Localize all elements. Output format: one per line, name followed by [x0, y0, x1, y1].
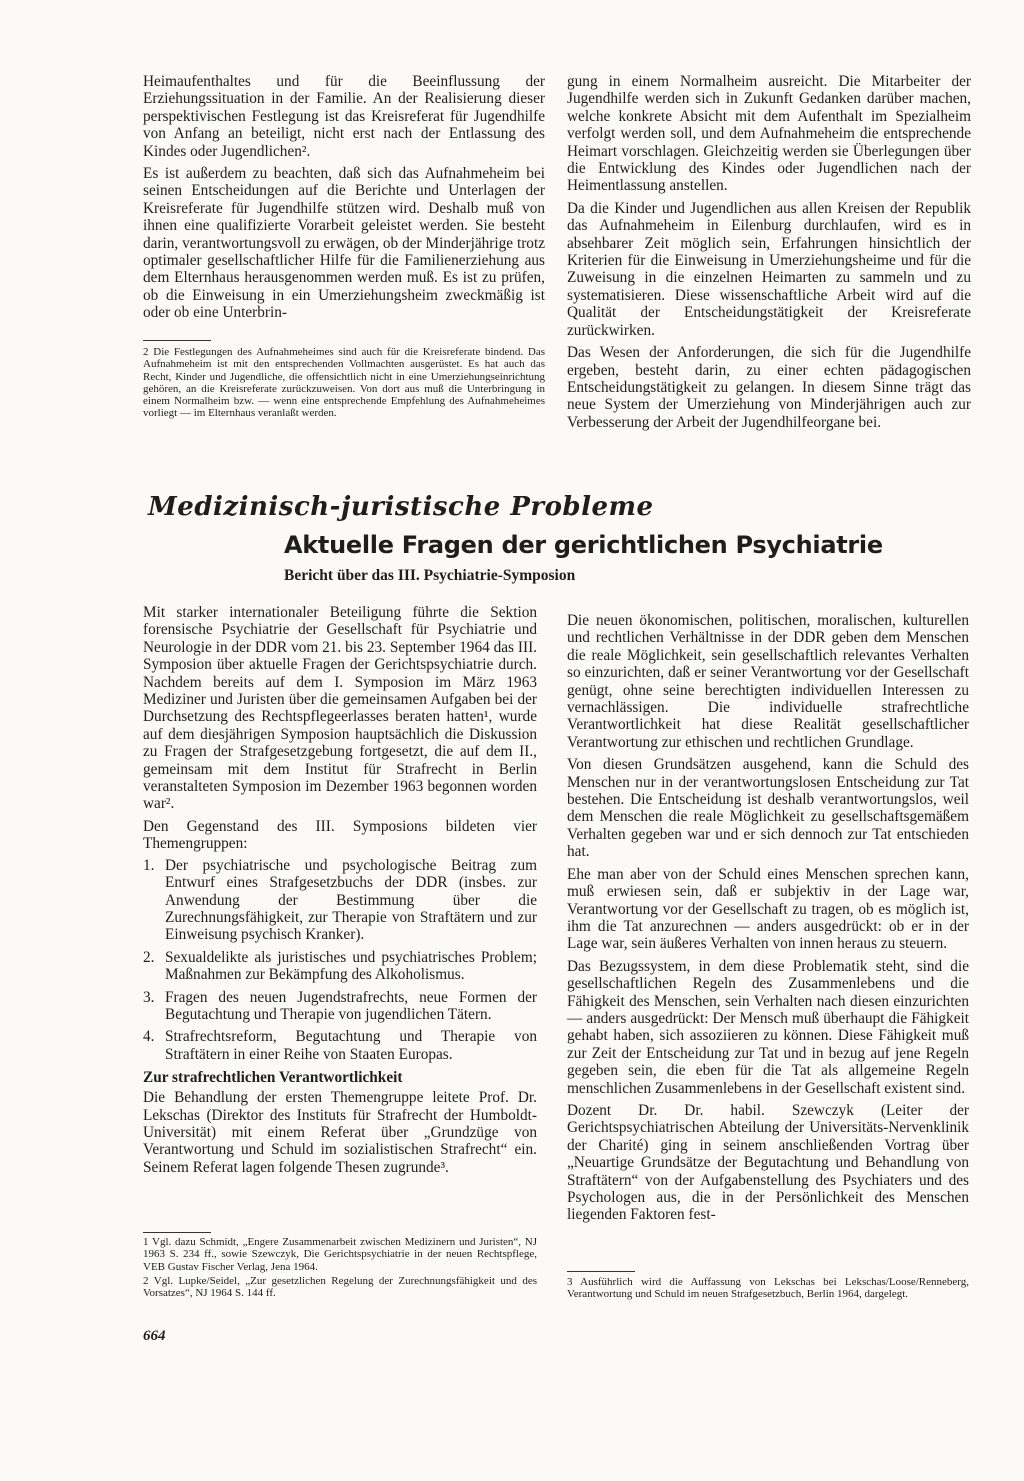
article-title: Aktuelle Fragen der gerichtlichen Psychiatrie — [284, 531, 883, 559]
article-subtitle: Bericht über das III. Psychiatrie-Symposion — [284, 567, 576, 584]
list-item — [143, 1028, 537, 1063]
top-left-footnote-area — [143, 346, 545, 420]
body-paragraph: Ehe man aber von der Schuld eines Menschen sprechen kann, muß erwiesen sein, daß er subjektiv in der Lage war, Verantwortung vor der Gesellschaft zu tragen, ob es möglich ist, ihm die Tat anzurechnen — anders ausgedrückt: ob er in der Lage war, sein äußeres Verhalten von innen heraus zu steuern. — [567, 865, 969, 953]
body-paragraph: gung in einem Normalheim ausreicht. Die Mitarbeiter der Jugendhilfe werden sich in Zukunft Gedanken darüber machen, welche konkrete Absicht mit dem Aufenthalt im Spezialheim verfolgt werden soll, und dem Aufnahmeheim die entsprechende Heimart vorschlagen. Gleichzeitig werden sie Überlegungen über die Entwicklung des Kindes oder Jugendlichen nach der Heimentlassung anstellen. — [567, 73, 971, 195]
body-paragraph: Dozent Dr. Dr. habil. Szewczyk (Leiter der Gerichtspsychiatrischen Abteilung der Universitäts-Nervenklinik der Charité) ging in seinem anschließenden Vortrag über „Neuartige Grundsätze der Begutachtung und Behandlung von Straftätern“ von der Aufgabenstellung des Psychiaters und des Psychologen aus, die in der Persönlichkeit des Menschen liegenden Faktoren fest- — [567, 1101, 969, 1224]
footnote-rule — [567, 1271, 635, 1272]
list-number: 2. — [143, 948, 155, 966]
topic-list — [143, 857, 537, 1063]
footnote-rule — [143, 1232, 211, 1233]
list-item — [143, 989, 537, 1024]
body-paragraph: Von diesen Grundsätzen ausgehend, kann die Schuld des Menschen nur in der verantwortungslosen Entscheidung zur Tat bestehen. Die Entscheidung ist deshalb verantwortungslos, weil dem Menschen die reale Möglichkeit zu gesellschaftsgemäßem Verhalten gegeben war und er sich dennoch zur Tat entschieden hat. — [567, 756, 969, 861]
body-paragraph: Den Gegenstand des III. Symposions bildeten vier Themengruppen: — [143, 817, 537, 853]
section-banner: Medizinisch-juristische Probleme — [148, 492, 654, 522]
body-paragraph: Es ist außerdem zu beachten, daß sich das Aufnahmeheim bei seinen Entscheidungen auf die Berichte und Unterlagen der Kreisreferate für Jugendhilfe stützen wird. Deshalb muß von ihnen eine qualifizierte Vorarbeit geleistet werden. Sie besteht darin, verantwortungsvoll zu erwägen, ob der Minderjährige trotz optimaler gesellschaftlicher Hilfe für die Familienerziehung aus dem Elternhaus herausgenommen werden muß. Es ist zu prüfen, ob die Einweisung in ein Umerziehungsheim zweckmäßig ist oder ob eine Unterbrin- — [143, 165, 545, 322]
list-item — [143, 857, 537, 944]
list-number: 3. — [143, 988, 155, 1006]
list-text: Der psychiatrische und psychologische Beitrag zum Entwurf eines Strafgesetzbuchs der DDR (insbes. zur Anwendung der Bestimmung über die Zurechnungsfähigkeit, zur Therapie von Straftätern und zur Einweisung psychisch Kranker). — [165, 856, 537, 944]
body-paragraph: Das Wesen der Anforderungen, die sich für die Jugendhilfe ergeben, besteht darin, zu einer echten pädagogischen Entscheidungstätigkeit zu gelangen. In diesem Sinne trägt das neue System der Umerziehung von Minderjährigen auch zur Verbesserung der Arbeit der Jugendhilfeorgane bei. — [567, 344, 971, 431]
footnote: 1 Vgl. dazu Schmidt, „Engere Zusammenarbeit zwischen Medizinern und Juristen“, NJ 1963 S. 234 ff., sowie Szewczyk, Die Gerichtspsychiatrie in der neuen Rechtspflege, VEB Gustav Fischer Verlag, Jena 1964. — [143, 1236, 537, 1273]
list-text: Fragen des neuen Jugendstrafrechts, neue Formen der Begutachtung und Therapie von jugendlichen Tätern. — [165, 988, 537, 1023]
section-heading: Zur strafrechtlichen Verantwortlichkeit — [143, 1069, 403, 1087]
body-paragraph: Die neuen ökonomischen, politischen, moralischen, kulturellen und rechtlichen Verhältnisse in der DDR geben dem Menschen die reale Möglichkeit, sein gesellschaftlich relevantes Verhalten so einzurichten, daß er seiner Verantwortung vor der Gesellschaft genügt, ohne seine berechtigten individuellen Interessen zu vernachlässigen. Die individuelle strafrechtliche Verantwortlichkeit hat diese Realität gesellschaftlicher Verantwortung zur ethischen und rechtlichen Grundlage. — [567, 612, 969, 751]
footnote: 2 Die Festlegungen des Aufnahmeheimes sind auch für die Kreisreferate bindend. Das Aufnahmeheim ist mit den entsprechenden Vollmachten ausgerüstet. Es hat auch das Recht, Kinder und Jugendliche, die offensichtlich nicht in eine Umerziehungseinrichtung gehören, an die Kreisreferate zurückzuweisen. Von dort aus muß die Unterbringung in einem Normalheim bzw. — wenn eine entsprechende Empfehlung des Aufnahmeheimes vorliegt — im Elternhaus veranlaßt werden. — [143, 346, 545, 420]
page-number: 664 — [143, 1328, 166, 1344]
article-right-column — [567, 612, 969, 1224]
footnote: 3 Ausführlich wird die Auffassung von Lekschas bei Lekschas/Loose/Renneberg, Verantwortung und Schuld im neuen Strafgesetzbuch, Berlin 1964, dargelegt. — [567, 1276, 969, 1301]
article-left-column — [143, 604, 537, 1176]
article-right-footnote-area — [567, 1276, 969, 1301]
article-left-footnotes — [143, 1236, 537, 1299]
top-left-column — [143, 73, 545, 322]
top-right-column — [567, 73, 971, 431]
footnote: 2 Vgl. Lupke/Seidel, „Zur gesetzlichen Regelung der Zurechnungsfähigkeit und des Vorsatzes“, NJ 1964 S. 144 ff. — [143, 1274, 537, 1300]
body-paragraph: Das Bezugssystem, in dem diese Problematik steht, sind die gesellschaftlichen Regeln des Zusammenlebens und die Fähigkeit des Menschen, sein Verhalten nach diesen einzurichten — anders ausgedrückt: Der Mensch muß überhaupt die Fähigkeit gehabt haben, sich assoziieren zu können. Diese Fähigkeit muß zur Zeit der Entscheidung zur Tat und in bezug auf jene Regeln gegeben sein, die eben für die Tat als allgemeine Regeln menschlichen Zusammenlebens in der Gesellschaft existent sind. — [567, 957, 969, 1097]
list-number: 4. — [143, 1028, 155, 1046]
body-paragraph: Mit starker internationaler Beteiligung führte die Sektion forensische Psychiatrie der Gesellschaft für Psychiatrie und Neurologie in der DDR vom 21. bis 23. September 1964 das III. Symposion über aktuelle Fragen der Gerichtspsychiatrie durch. Nachdem bereits auf dem I. Symposion im März 1963 Mediziner und Juristen über die gemeinsamen Aufgaben bei der Durchsetzung des Rechtspflegeerlasses beraten hatten¹, wurde auf dem diesjährigen Symposion hauptsächlich die Diskussion zu Fragen der Strafgesetzgebung fortgesetzt, die auf dem II., gemeinsam mit dem Institut für Strafrecht in Berlin veranstalteten Symposion im Dezember 1963 begonnen worden war². — [143, 604, 537, 813]
list-text: Strafrechtsreform, Begutachtung und Therapie von Straftätern in einer Reihe von Staaten Europas. — [165, 1028, 537, 1063]
list-number: 1. — [143, 856, 155, 874]
footnote-rule — [143, 340, 211, 341]
body-paragraph: Heimaufenthaltes und für die Beeinflussung der Erziehungssituation in der Familie. An der Realisierung dieser perspektivischen Festlegung ist das Kreisreferat für Jugendhilfe von Anfang an beteiligt, nicht erst nach der Entlassung des Kindes oder Jugendlichen². — [143, 73, 545, 160]
list-text: Sexualdelikte als juristisches und psychiatrisches Problem; Maßnahmen zur Bekämpfung des Alkoholismus. — [165, 948, 537, 984]
list-item — [143, 949, 537, 984]
body-paragraph: Die Behandlung der ersten Themengruppe leitete Prof. Dr. Lekschas (Direktor des Instituts für Strafrecht der Humboldt-Universität) mit einem Referat über „Grundzüge von Verantwortung und Schuld im sozialistischen Strafrecht“ ein. Seinem Referat lagen folgende Thesen zugrunde³. — [143, 1089, 537, 1176]
body-paragraph: Da die Kinder und Jugendlichen aus allen Kreisen der Republik das Aufnahmeheim in Eilenburg durchlaufen, wird es in absehbarer Zeit möglich sein, Erfahrungen hinsichtlich der Kriterien für die Einweisung in Umerziehungsheime und für die Zuweisung in die einzelnen Heimarten zu sammeln und zu systematisieren. Diese wissenschaftliche Arbeit wird auf die Qualität der Entscheidungstätigkeit der Kreisreferate zurückwirken. — [567, 199, 971, 339]
